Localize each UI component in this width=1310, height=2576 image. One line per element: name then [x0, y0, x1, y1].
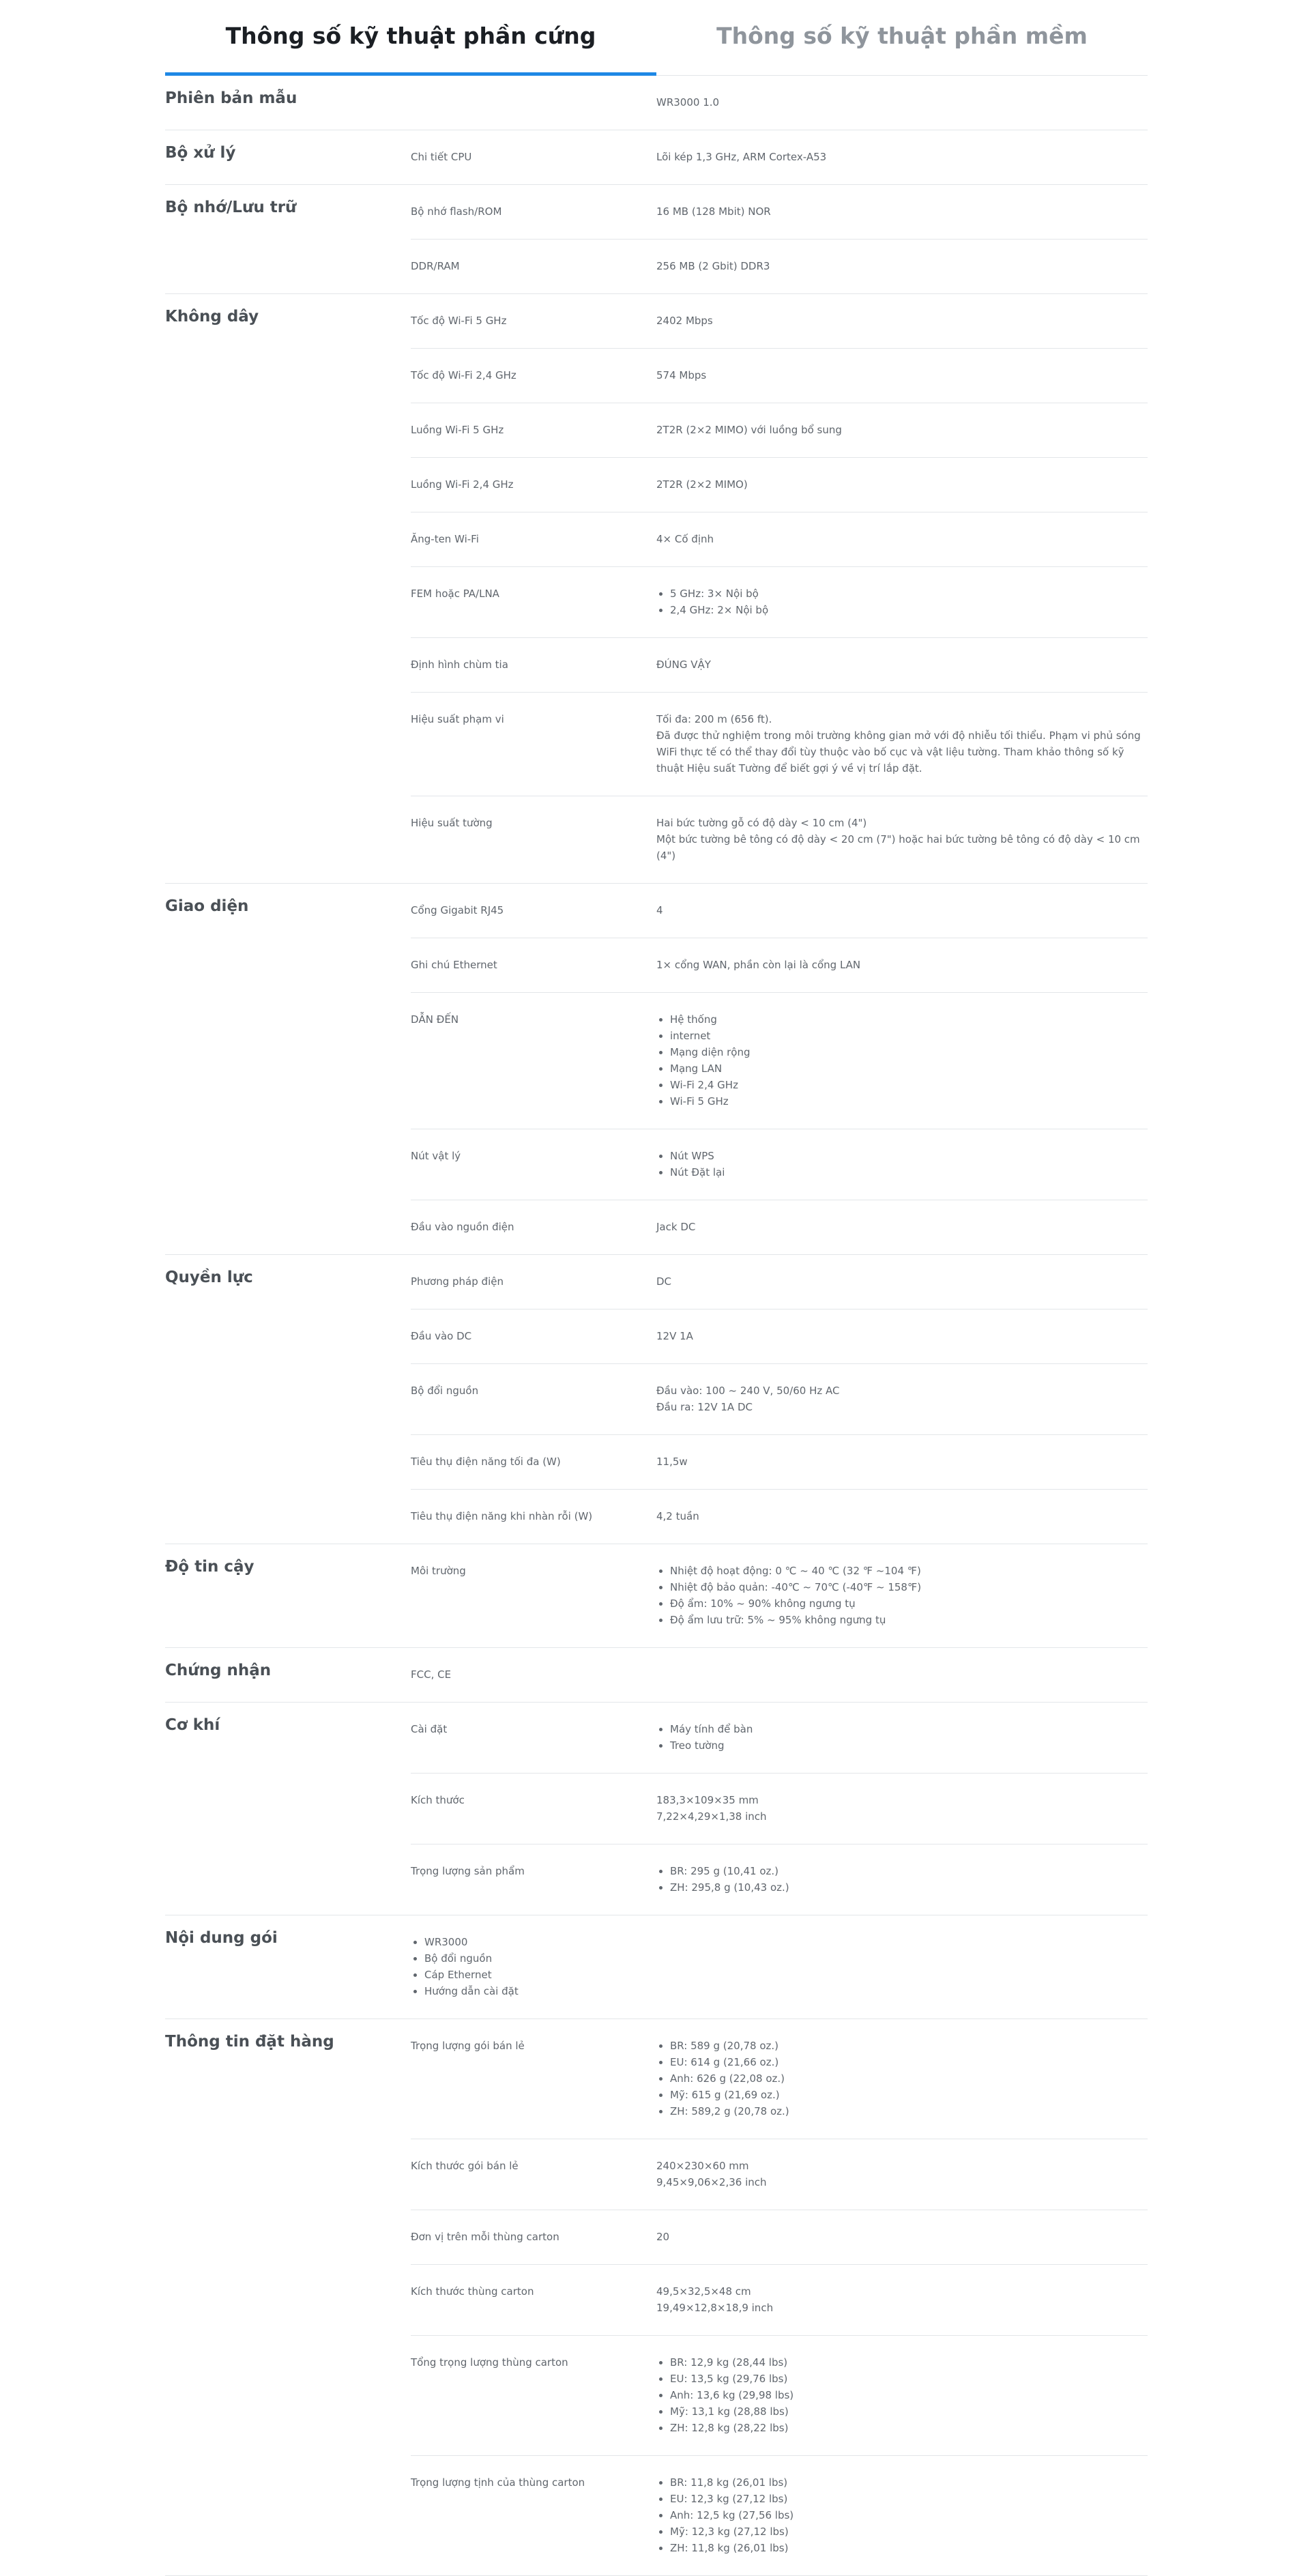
spec-label: Hiệu suất tường — [411, 817, 493, 829]
spec-label: Tiêu thụ điện năng tối đa (W) — [411, 1456, 561, 1468]
spec-value-line: 9,45×9,06×2,36 inch — [656, 2176, 767, 2188]
spec-label: Môi trường — [411, 1565, 466, 1577]
spec-row — [411, 2210, 1148, 2264]
spec-category-heading: Quyền lực — [165, 1269, 253, 1286]
spec-category-heading: Cơ khí — [165, 1716, 220, 1734]
spec-label: Đầu vào DC — [411, 1330, 472, 1342]
spec-value — [656, 149, 1148, 165]
bullet-item: • Nút WPS — [670, 1148, 1148, 1164]
spec-rows — [411, 76, 1148, 130]
spec-value — [656, 1273, 1148, 1290]
bullet-list — [656, 1148, 1148, 1181]
spec-value-line: 4,2 tuần — [656, 1510, 699, 1522]
spec-value-line: Đã được thử nghiệm trong môi trường không gian mở với độ nhiễu tối thiểu. Phạm vi phủ sóng WiFi thực tế có thể thay đổi tùy thuộc vào bố cục và vật liệu tường. Tham khảo thông số kỹ thuật Hiệu suất Tường để biết gợi ý về vị trí lắp đặt. — [656, 729, 1141, 775]
spec-category-heading: Chứng nhận — [165, 1662, 272, 1679]
spec-row — [411, 1489, 1148, 1544]
spec-value — [656, 422, 1148, 438]
spec-rows — [411, 884, 1148, 1254]
bullet-item: • Bộ đổi nguồn — [424, 1950, 1148, 1967]
bullet-item: • BR: 11,8 kg (26,01 lbs) — [670, 2474, 1148, 2491]
spec-row — [411, 1434, 1148, 1489]
spec-category-heading: Không dây — [165, 308, 259, 325]
spec-row — [411, 938, 1148, 992]
spec-row — [411, 2264, 1148, 2335]
spec-section — [165, 1915, 1148, 2019]
spec-row — [411, 294, 1148, 348]
bullet-item: • Mỹ: 13,1 kg (28,88 lbs) — [670, 2403, 1148, 2420]
spec-value-line: 11,5w — [656, 1456, 688, 1468]
spec-value — [656, 2038, 1148, 2119]
spec-value — [656, 1508, 1148, 1524]
spec-value — [656, 2354, 1148, 2436]
spec-label: Đầu vào nguồn điện — [411, 1221, 514, 1233]
spec-row — [411, 2455, 1148, 2575]
spec-label: Kích thước — [411, 1794, 465, 1806]
bullet-item: • Anh: 13,6 kg (29,98 lbs) — [670, 2387, 1148, 2403]
spec-value-line: 256 MB (2 Gbit) DDR3 — [656, 260, 770, 272]
spec-row — [411, 1844, 1148, 1915]
spec-value — [656, 313, 1148, 329]
spec-label: Trọng lượng tịnh của thùng carton — [411, 2476, 585, 2489]
bullet-item: • ZH: 589,2 g (20,78 oz.) — [670, 2103, 1148, 2119]
spec-label: Đơn vị trên mỗi thùng carton — [411, 2231, 559, 2243]
spec-section — [165, 1703, 1148, 1915]
spec-row — [411, 2335, 1148, 2455]
spec-row — [411, 130, 1148, 184]
spec-value-line: 49,5×32,5×48 cm — [656, 2285, 751, 2298]
spec-category-heading: Phiên bản mẫu — [165, 89, 297, 107]
spec-rows — [411, 1544, 1148, 1647]
spec-row — [411, 1648, 1148, 1702]
spec-category-heading: Bộ nhớ/Lưu trữ — [165, 199, 297, 216]
spec-label: Phương pháp điện — [411, 1275, 504, 1288]
bullet-item: • Mạng LAN — [670, 1060, 1148, 1077]
spec-rows — [411, 1648, 1148, 1702]
spec-value — [656, 2474, 1148, 2556]
spec-label: Kích thước thùng carton — [411, 2285, 534, 2298]
spec-rows — [411, 130, 1148, 184]
spec-label: Kích thước gói bán lẻ — [411, 2160, 519, 2172]
spec-row — [411, 1200, 1148, 1254]
spec-label: Nút vật lý — [411, 1150, 461, 1162]
bullet-item: • BR: 12,9 kg (28,44 lbs) — [670, 2354, 1148, 2371]
spec-label: FCC, CE — [411, 1668, 452, 1681]
spec-value-line: 2T2R (2×2 MIMO) với luồng bổ sung — [656, 424, 842, 436]
spec-label: Tổng trọng lượng thùng carton — [411, 2356, 568, 2369]
spec-label: Luồng Wi-Fi 2,4 GHz — [411, 478, 514, 491]
bullet-item: • ZH: 11,8 kg (26,01 lbs) — [670, 2540, 1148, 2556]
bullet-list — [656, 1863, 1148, 1896]
spec-row — [411, 692, 1148, 796]
bullet-list — [656, 2354, 1148, 2436]
bullet-list — [656, 1721, 1148, 1754]
spec-value-line: Một bức tường bê tông có độ dày < 20 cm (7") hoặc hai bức tường bê tông có độ dày < 10 cm (4") — [656, 833, 1140, 862]
spec-page — [165, 0, 1148, 2576]
bullet-item: • EU: 13,5 kg (29,76 lbs) — [670, 2371, 1148, 2387]
spec-value — [656, 531, 1148, 547]
bullet-item: • Treo tường — [670, 1737, 1148, 1754]
spec-rows — [411, 294, 1148, 883]
spec-section — [165, 185, 1148, 294]
spec-value-line: 20 — [656, 2231, 670, 2243]
tab-software-specs[interactable]: Thông số kỹ thuật phần mềm — [716, 23, 1088, 49]
spec-value — [656, 1666, 1148, 1683]
spec-value — [656, 815, 1148, 864]
spec-label: FEM hoặc PA/LNA — [411, 588, 499, 600]
bullet-item: • ZH: 12,8 kg (28,22 lbs) — [670, 2420, 1148, 2436]
spec-value-line: Đầu vào: 100 ~ 240 V, 50/60 Hz AC — [656, 1385, 840, 1397]
spec-value-line: 1× cổng WAN, phần còn lại là cổng LAN — [656, 959, 861, 971]
spec-label: Tốc độ Wi-Fi 5 GHz — [411, 315, 507, 327]
spec-row — [411, 566, 1148, 637]
spec-row — [411, 637, 1148, 692]
spec-label: DDR/RAM — [411, 260, 460, 272]
spec-label — [411, 94, 656, 111]
bullet-list — [656, 2474, 1148, 2556]
spec-value — [656, 656, 1148, 673]
spec-category-heading: Bộ xử lý — [165, 144, 236, 162]
spec-value — [656, 1328, 1148, 1344]
spec-category-heading: Nội dung gói — [165, 1929, 278, 1947]
bullet-item: • EU: 12,3 kg (27,12 lbs) — [670, 2491, 1148, 2507]
spec-row — [411, 2139, 1148, 2210]
spec-tabs — [165, 0, 1148, 76]
spec-label: DẪN ĐẾN — [411, 1013, 459, 1026]
spec-value-line: Lõi kép 1,3 GHz, ARM Cortex-A53 — [656, 151, 827, 163]
bullet-item: • 2,4 GHz: 2× Nội bộ — [670, 602, 1148, 618]
spec-value — [656, 258, 1148, 274]
spec-section — [165, 1544, 1148, 1648]
spec-row — [411, 1703, 1148, 1773]
bullet-list — [656, 1011, 1148, 1110]
spec-section — [165, 884, 1148, 1255]
bullet-item: • Wi-Fi 5 GHz — [670, 1093, 1148, 1110]
spec-row — [411, 348, 1148, 403]
bullet-list — [411, 1934, 1148, 1999]
spec-table — [165, 76, 1148, 2576]
spec-row — [411, 76, 1148, 130]
bullet-item: • BR: 589 g (20,78 oz.) — [670, 2038, 1148, 2054]
spec-value — [656, 2158, 1148, 2190]
spec-row — [411, 2019, 1148, 2139]
spec-bullet-list — [411, 1915, 1148, 2018]
spec-row — [411, 796, 1148, 883]
spec-section — [165, 1255, 1148, 1544]
bullet-item: • Anh: 12,5 kg (27,56 lbs) — [670, 2507, 1148, 2523]
spec-section — [165, 1648, 1148, 1703]
spec-value-line: Hai bức tường gỗ có độ dày < 10 cm (4") — [656, 817, 867, 829]
spec-rows — [411, 2019, 1148, 2575]
spec-rows — [411, 185, 1148, 293]
bullet-item: • Mỹ: 12,3 kg (27,12 lbs) — [670, 2523, 1148, 2540]
spec-value-line: 183,3×109×35 mm — [656, 1794, 759, 1806]
spec-value-line: 19,49×12,8×18,9 inch — [656, 2302, 774, 2314]
bullet-item: • Mạng diện rộng — [670, 1044, 1148, 1060]
spec-value — [656, 367, 1148, 383]
spec-value — [656, 1863, 1148, 1896]
bullet-item: • EU: 614 g (21,66 oz.) — [670, 2054, 1148, 2070]
spec-value-line: 12V 1A — [656, 1330, 693, 1342]
bullet-item: • Wi-Fi 2,4 GHz — [670, 1077, 1148, 1093]
bullet-list — [656, 1563, 1148, 1628]
spec-value-line: 16 MB (128 Mbit) NOR — [656, 205, 771, 218]
spec-rows — [411, 1703, 1148, 1915]
spec-value — [656, 2283, 1148, 2316]
spec-category-heading: Giao diện — [165, 897, 249, 915]
spec-row — [411, 1129, 1148, 1200]
spec-section — [165, 294, 1148, 884]
spec-value — [656, 203, 1148, 220]
spec-value — [656, 2229, 1148, 2245]
bullet-item: • ZH: 295,8 g (10,43 oz.) — [670, 1879, 1148, 1896]
tab-hardware-specs[interactable]: Thông số kỹ thuật phần cứng — [165, 0, 656, 76]
spec-label: Cổng Gigabit RJ45 — [411, 904, 504, 916]
spec-value — [656, 1721, 1148, 1754]
spec-value — [656, 1792, 1148, 1825]
bullet-list — [656, 2038, 1148, 2119]
spec-value — [656, 902, 1148, 918]
bullet-item: • Mỹ: 615 g (21,69 oz.) — [670, 2087, 1148, 2103]
spec-row — [411, 1255, 1148, 1309]
spec-value — [656, 1383, 1148, 1415]
spec-row — [411, 1773, 1148, 1844]
bullet-list — [656, 585, 1148, 618]
spec-value — [656, 94, 1148, 111]
spec-label: Ghi chú Ethernet — [411, 959, 497, 971]
spec-value-line: ĐÚNG VẬY — [656, 659, 711, 671]
spec-label: Luồng Wi-Fi 5 GHz — [411, 424, 504, 436]
bullet-item: • Độ ẩm: 10% ~ 90% không ngưng tụ — [670, 1595, 1148, 1612]
spec-value — [656, 1563, 1148, 1628]
spec-value-line: 574 Mbps — [656, 369, 707, 381]
spec-rows — [411, 1255, 1148, 1544]
bullet-item: • Hệ thống — [670, 1011, 1148, 1028]
spec-value-line: 240×230×60 mm — [656, 2160, 749, 2172]
spec-label: Tiêu thụ điện năng khi nhàn rỗi (W) — [411, 1510, 593, 1522]
bullet-item: • 5 GHz: 3× Nội bộ — [670, 585, 1148, 602]
spec-value-line: 7,22×4,29×1,38 inch — [656, 1810, 767, 1823]
spec-value-line: Jack DC — [656, 1221, 696, 1233]
spec-value — [656, 1453, 1148, 1470]
spec-label: Ăng-ten Wi-Fi — [411, 533, 479, 545]
spec-value — [656, 711, 1148, 777]
spec-value-line: 2402 Mbps — [656, 315, 713, 327]
spec-row — [411, 185, 1148, 239]
bullet-item: • internet — [670, 1028, 1148, 1044]
spec-rows — [411, 1915, 1148, 2018]
spec-row — [411, 403, 1148, 457]
spec-label: Hiệu suất phạm vi — [411, 713, 504, 725]
spec-value — [656, 1011, 1148, 1110]
spec-row — [411, 884, 1148, 938]
spec-value — [656, 957, 1148, 973]
spec-label: Cài đặt — [411, 1723, 448, 1735]
spec-row — [411, 512, 1148, 566]
spec-row — [411, 239, 1148, 293]
bullet-item: • Nhiệt độ bảo quản: -40℃ ~ 70℃ (-40℉ ~ 158℉) — [670, 1579, 1148, 1595]
spec-label: Định hình chùm tia — [411, 659, 508, 671]
spec-value-line: 4× Cố định — [656, 533, 714, 545]
bullet-item: • WR3000 — [424, 1934, 1148, 1950]
spec-category-heading: Thông tin đặt hàng — [165, 2033, 334, 2051]
spec-value-line: 4 — [656, 904, 663, 916]
bullet-item: • Độ ẩm lưu trữ: 5% ~ 95% không ngưng tụ — [670, 1612, 1148, 1628]
spec-value — [656, 1148, 1148, 1181]
spec-label: Tốc độ Wi-Fi 2,4 GHz — [411, 369, 516, 381]
spec-label: Bộ đổi nguồn — [411, 1385, 479, 1397]
spec-value-line: WR3000 1.0 — [656, 96, 720, 108]
spec-row — [411, 992, 1148, 1129]
spec-value — [656, 476, 1148, 493]
spec-section — [165, 2019, 1148, 2576]
bullet-item: • Hướng dẫn cài đặt — [424, 1983, 1148, 1999]
bullet-item: • BR: 295 g (10,41 oz.) — [670, 1863, 1148, 1879]
bullet-item: • Cáp Ethernet — [424, 1967, 1148, 1983]
spec-row — [411, 1544, 1148, 1647]
spec-label: Bộ nhớ flash/ROM — [411, 205, 502, 218]
spec-value — [656, 585, 1148, 618]
bullet-item: • Nút Đặt lại — [670, 1164, 1148, 1181]
spec-category-heading: Độ tin cậy — [165, 1558, 254, 1576]
spec-value-line: Đầu ra: 12V 1A DC — [656, 1401, 753, 1413]
bullet-item: • Máy tính để bàn — [670, 1721, 1148, 1737]
spec-value — [656, 1219, 1148, 1235]
spec-value-line: DC — [656, 1275, 672, 1288]
spec-row — [411, 457, 1148, 512]
bullet-item: • Nhiệt độ hoạt động: 0 ℃ ~ 40 ℃ (32 ℉ ~104 ℉) — [670, 1563, 1148, 1579]
spec-row — [411, 1363, 1148, 1434]
spec-value-line: 2T2R (2×2 MIMO) — [656, 478, 748, 491]
spec-label: Chi tiết CPU — [411, 151, 472, 163]
spec-section — [165, 130, 1148, 185]
bullet-item: • Anh: 626 g (22,08 oz.) — [670, 2070, 1148, 2087]
spec-value-line: Tối đa: 200 m (656 ft). — [656, 713, 772, 725]
spec-section — [165, 76, 1148, 130]
spec-row — [411, 1309, 1148, 1363]
spec-label: Trọng lượng gói bán lẻ — [411, 2040, 525, 2052]
spec-label: Trọng lượng sản phẩm — [411, 1865, 525, 1877]
